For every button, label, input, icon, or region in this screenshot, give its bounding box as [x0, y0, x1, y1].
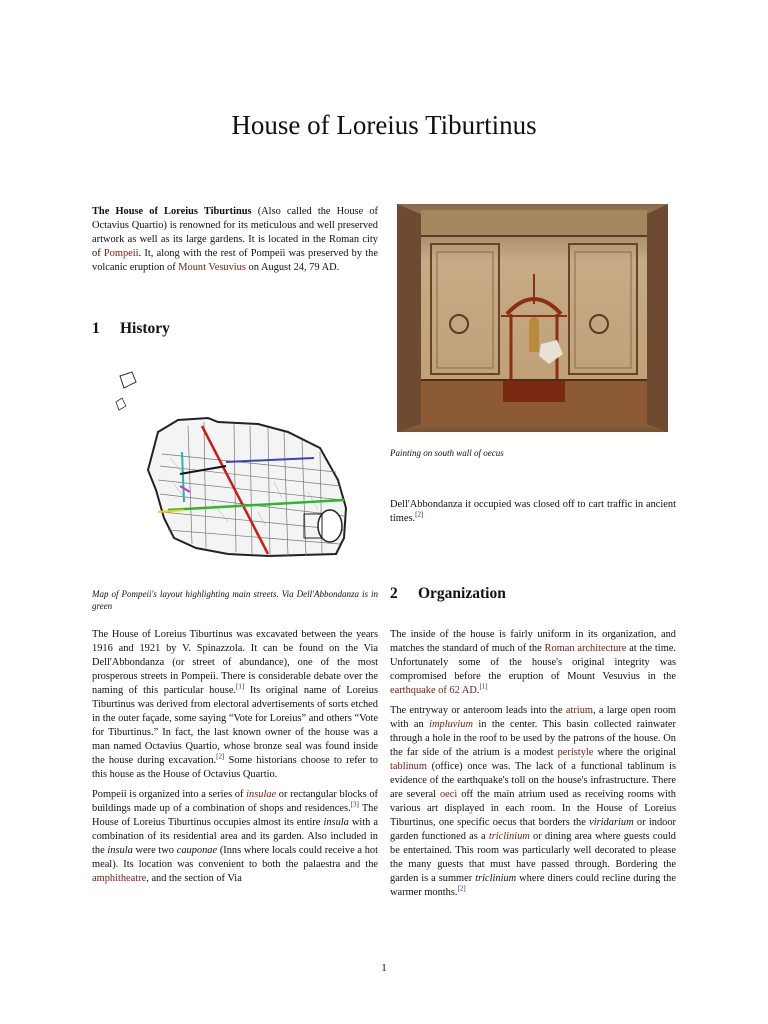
link-oeci[interactable]: oeci — [439, 789, 458, 800]
viridarium-term: viridarium — [589, 817, 634, 828]
link-pompeii[interactable]: Pompeii — [103, 248, 139, 259]
history-text: were two — [132, 845, 177, 856]
intro-text: . It, along with the rest of Pompeii was preserved by the volcanic eruption of — [92, 248, 378, 273]
link-mount-vesuvius[interactable]: Mount Vesuvius — [178, 262, 246, 273]
history-text: or rectangular blocks of buildings made up of a combination of shops and residences. — [92, 789, 378, 814]
organization-text: The entryway or anteroom leads into the — [390, 705, 566, 716]
citation-1[interactable]: [1] — [479, 682, 488, 691]
section-heading-history — [92, 320, 170, 338]
organization-body — [390, 628, 676, 906]
history-text: The House of Loreius Tiburtinus was excavated between the years 1916 and 1921 by V. Spinazzola. It can be found on the Via Dell'Abbondanza (or street of abundance), one of the most prosperous streets in Pompeii. There is considerable debate over the naming of this particular house. — [92, 629, 378, 696]
organization-text: . — [476, 685, 480, 696]
link-atrium[interactable]: atrium — [565, 705, 593, 716]
page-title: House of Loreius Tiburtinus — [231, 110, 537, 140]
organization-text: , a large open room with an — [390, 705, 676, 730]
section-title: History — [120, 320, 170, 337]
intro-text: on August 24, 79 AD. — [245, 262, 340, 273]
history-text: Some historians choose to refer to this house as the House of Octavius Quartio. — [92, 755, 378, 780]
intro-paragraph — [92, 205, 378, 281]
citation-2[interactable]: [2] — [216, 752, 225, 761]
organization-text: (office) once was. The lack of a functional tablinum is evidence of the earthquake's toll on the house's infrastructure. There are several — [390, 761, 676, 800]
citation-2[interactable]: [2] — [457, 884, 466, 893]
link-roman-architecture[interactable]: Roman architecture — [544, 643, 627, 654]
link-peristyle[interactable]: peristyle — [557, 747, 594, 758]
link-earthquake-62[interactable]: earthquake of 62 AD — [390, 685, 477, 696]
insula-term: insula — [107, 845, 133, 856]
impluvium-term[interactable]: impluvium — [429, 719, 473, 730]
section-number: 2 — [390, 585, 398, 602]
organization-text: at the time. Unfortunately some of the house's original integrity was compromised before the eruption of Mount Vesuvius in the — [390, 643, 676, 682]
citation-1[interactable]: [1] — [236, 682, 245, 691]
organization-text: off the main atrium used as receiving rooms with various art displayed in each room. In the House of Loreius Tiburtinus, one specific oecus that borders the — [390, 789, 676, 828]
organization-text: or dining area where guests could be entertained. This room was particularly well decorated to please the many guests that must have passed through. Bordering the garden is a summer — [390, 831, 676, 884]
intro-bold: The House of Loreius Tiburtinus — [92, 206, 252, 217]
history-text: The House of Loreius Tiburtinus occupies almost its entire — [92, 803, 378, 828]
section-heading-organization — [390, 585, 506, 603]
insulae-term[interactable]: insulae — [246, 789, 277, 800]
intro-text: (Also called the House of Octavius Quartio) is renowned for its meticulous and well preserved artwork as well as its large gardens. It is located in the Roman city of — [92, 206, 378, 259]
map-caption: Map of Pompeii's layout highlighting main streets. Via Dell'Abbondanza is in green — [92, 589, 378, 611]
history-text: Its original name of Loreius Tiburtinus was derived from electoral advertisements of sorts etched in the outer façade, some saying “Vote for Loreius” and others “Vote for Tiburtinus.” In fact, the last known owner of the house was a man named Octavius Quartio, whose bronze seal was found inside the house during excavation. — [92, 685, 378, 766]
organization-text: where the original — [593, 747, 676, 758]
continuation-text: Dell'Abbondanza it occupied was closed off to cart traffic in ancient times. — [390, 499, 676, 524]
pompeii-map-image — [108, 362, 370, 570]
history-continuation — [390, 498, 676, 532]
section-number: 1 — [92, 320, 100, 337]
insula-term: insula — [323, 817, 349, 828]
history-text: , and the section of Via — [146, 873, 242, 884]
organization-text: or indoor garden functioned as a — [390, 817, 676, 842]
history-text: Pompeii is organized into a series of — [92, 789, 247, 800]
link-insulae[interactable] — [246, 789, 276, 800]
organization-text: The inside of the house is fairly uniform in its organization, and matches the standard of much of the — [390, 629, 676, 654]
triclinium-term: triclinium — [475, 873, 517, 884]
link-tablinum[interactable]: tablinum — [390, 761, 427, 772]
organization-text: in the center. This basin collected rainwater through a hole in the roof to be used by the patrons of the house. On the far side of the atrium is a modest — [390, 719, 676, 758]
link-triclinium[interactable] — [489, 831, 530, 842]
section-title: Organization — [418, 585, 506, 602]
citation-2[interactable]: [2] — [415, 510, 424, 519]
link-impluvium[interactable] — [429, 719, 473, 730]
link-amphitheatre[interactable]: amphitheatre — [92, 873, 147, 884]
citation-3[interactable]: [3] — [350, 800, 359, 809]
history-text: with a combination of its residential area and its garden. Also included in the — [92, 817, 379, 856]
history-body — [92, 628, 378, 892]
organization-text: where diners could recline during the warmer months. — [390, 873, 676, 898]
history-text: (Inns where locals could receive a hot meal). Its location was convenient to both the palaestra and the — [92, 845, 378, 870]
painting-caption: Painting on south wall of oecus — [390, 448, 504, 458]
cauponae-term: cauponae — [176, 845, 218, 856]
oecus-painting-image — [397, 204, 668, 432]
triclinium-term[interactable]: triclinium — [488, 831, 530, 842]
page-number: 1 — [381, 962, 387, 974]
